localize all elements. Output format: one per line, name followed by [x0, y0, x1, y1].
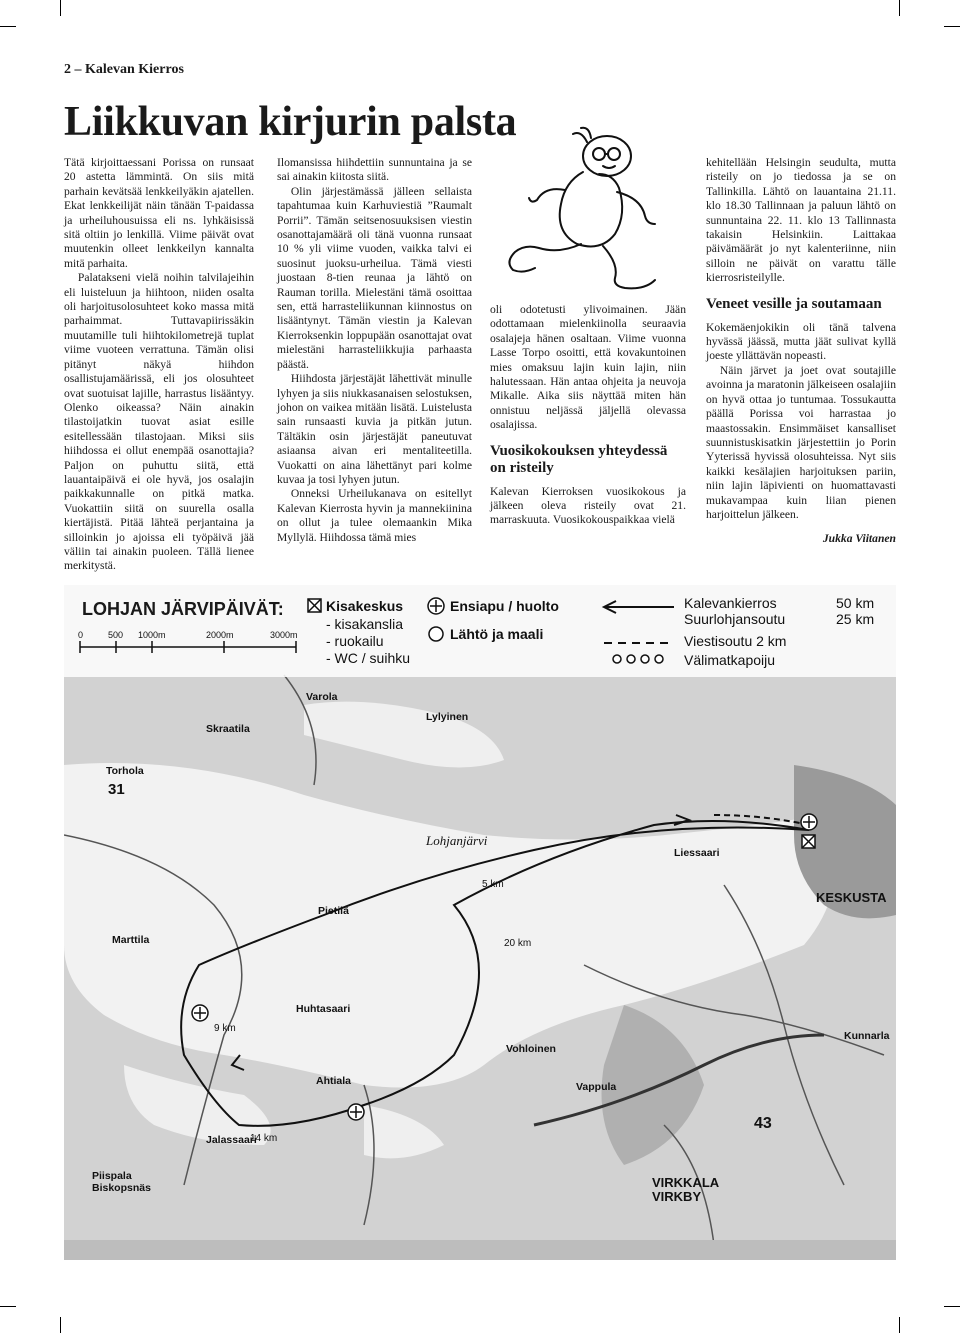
crop-mark: [944, 26, 960, 27]
place-keskusta: KESKUSTA: [816, 890, 887, 905]
article-column-4: [706, 156, 896, 547]
route-number-43: 43: [754, 1115, 772, 1132]
paragraph: Tätä kirjoittaessani Porissa on runsaat 20 astetta lämmintä. On siis mitä parhain kevätsää lenkkeilyäkin ajatellen. Ekat lenkkeilijät näin tänään T-paidassa ja urheiluhousuissa eli ns. lyhkäisissä sitä oltiin jo lenkillä. Viime päivät ovat muutenkin olleet lenkkeilyn kannalta mitä parhaita.: [64, 156, 254, 270]
place-marttila: Marttila: [112, 934, 150, 946]
crop-mark: [899, 0, 900, 16]
legend-ruokailu: - ruokailu: [326, 633, 384, 649]
distance-marker: 14 km: [250, 1133, 278, 1144]
place-virkkala: VIRKKALA: [652, 1175, 720, 1190]
paragraph: Palatakseni vielä noihin talvilajeihin eli luisteluun ja hiihtoon, niiden osalta oli harjoitusolosuhteet koko massa mitä parhaimmat. Tuttavapiirissäkin muutamille tuli hiihtokilometrejä tuplat viime vuoteen verrattuna. Tämän olisi pitänyt näkyä hiihdon osallistujamäärissä, eli jos olosuhteet ovat suotuisat lajille, harrastus lisääntyy. Olenko oikeassa? Näin ainakin tilastoijatkin tuovat asiat esille esitellessään tilastojaan. Miksi siis hiihdossa ei ollut enempää osanottajia? Paljon on puhuttu siitä, että lauantaipäivä ei ole hyvä, jos osalajin paikkakunnalle on pitkä matka. Vuokattiin siitä on suurella osalla kiertäjistä. Pitää lähteä perjantaina ja silloinkin jo ajoissa eli työpäivä jää väliin tai ainakin puoleen. Tällä lienee merkitystä.: [64, 271, 254, 573]
route-number-31: 31: [108, 781, 125, 798]
lake-lohjanjarvi: Lohjanjärvi: [426, 833, 488, 848]
legend-lahto: Lähtö ja maali: [450, 626, 544, 642]
crop-mark: [0, 26, 16, 27]
paragraph: Ilomansissa hiihdettiin sunnuntaina ja se sai ainakin kiitosta siitä.: [277, 156, 472, 184]
legend-route-kalevankierros: Kalevankierros: [684, 595, 777, 611]
section-heading: Veneet vesille ja soutamaan: [706, 295, 882, 312]
distance-marker: 5 km: [482, 879, 504, 890]
route-map: [64, 585, 896, 1245]
paragraph: Onneksi Urheilukanava on esitellyt Kalevan Kierrosta hyvin ja mannekiinina on ollut ja tulee olemaankin Mika Myllylä. Hiihdossa tämä mies: [277, 487, 472, 544]
scale-label: 2000m: [206, 630, 234, 640]
legend-kisakeskus: Kisakeskus: [326, 598, 404, 614]
author-signature: Jukka Viitanen: [822, 532, 896, 546]
legend-route-suurlohjansoutu-km: 25 km: [836, 611, 875, 627]
scale-label: 0: [78, 630, 84, 640]
article-column-3: [490, 303, 686, 528]
crop-mark: [0, 1306, 16, 1307]
page-title: Liikkuvan kirjurin palsta: [64, 99, 517, 145]
place-virkby: VIRKBY: [652, 1189, 702, 1204]
map-graphic: [64, 585, 896, 1245]
place-huhtasaari: Huhtasaari: [296, 1003, 351, 1015]
running-head: 2 – Kalevan Kierros: [64, 62, 184, 77]
paragraph: oli odotetusti ylivoimainen. Jään odottamaan mielenkiinolla seuraavia osalajeja hänen osaltaan. Viime vuonna Lasse Torpo osoitti, että kovakuntoinen mies omaksuu lajin kuin lajin, niin halutessaan. Hän antaa ohjeita ja neuvoja Mikalle. Aika siis näyttää miten hän onnistuu neljässä jäljellä olevassa osalajissa.: [490, 303, 686, 432]
map-title: LOHJAN JÄRVIPÄIVÄT:: [82, 599, 284, 619]
scale-label: 3000m: [270, 630, 298, 640]
legend-ensiapu: Ensiapu / huolto: [450, 598, 559, 614]
crop-mark: [60, 1317, 61, 1333]
place-torhola: Torhola: [106, 765, 144, 777]
place-lylyinen: Lylyinen: [426, 711, 469, 723]
legend-kisakanslia: - kisakanslia: [326, 616, 404, 632]
place-vohloinen: Vohloinen: [506, 1043, 556, 1055]
section-heading: Vuosikokouksen yhteydessä on risteily: [490, 442, 668, 476]
legend-route-kalevankierros-km: 50 km: [836, 595, 875, 611]
crop-mark: [944, 1306, 960, 1307]
place-vappula: Vappula: [576, 1081, 617, 1093]
legend-valimatkapoiju: Välimatkapoiju: [684, 652, 776, 668]
bottom-bar: [64, 1240, 896, 1260]
crop-mark: [60, 0, 61, 16]
legend-route-suurlohjansoutu: Suurlohjansoutu: [684, 611, 786, 627]
place-varola: Varola: [306, 691, 338, 703]
scale-label: 1000m: [138, 630, 166, 640]
place-liessaari: Liessaari: [674, 847, 720, 859]
article-column-2: [277, 156, 472, 545]
place-biskopsnas: Biskopsnäs: [92, 1182, 151, 1194]
scale-label: 500: [108, 630, 124, 640]
paragraph: Hiihdosta järjestäjät lähettivät minulle lyhyen ja siis niukkasanaisen selostuksen, johon on vaikea mitään lisätä. Luistelusta sain runsaasti kuvia ja pitkän jutun. Tältäkin osin järjestäjät paneutuvat asiaansa aivan eri mentaliteetilla. Vuokatti on aina lähettänyt pari kolme kuvaa ja tosi lyhyen jutun.: [277, 372, 472, 486]
crop-mark: [899, 1317, 900, 1333]
running-man-illustration: [495, 124, 685, 294]
paragraph: Kokemäenjokikin oli tänä talvena hyvässä jäässä, mutta jäät sulivat kyllä joeste yllättävän nopeasti.: [706, 320, 896, 363]
place-pietila: Pietilä: [318, 905, 349, 917]
place-ahtiala: Ahtiala: [316, 1075, 352, 1087]
place-kunnarla: Kunnarla: [844, 1030, 890, 1042]
distance-marker: 9 km: [214, 1023, 236, 1034]
paragraph: Kalevan Kierroksen vuosikokous ja jälkeen oleva risteily ovat 21. marraskuuta. Vuosikokouspaikkaa vielä: [490, 484, 686, 527]
distance-marker: 20 km: [504, 938, 532, 949]
place-jalassaari: Jalassaari: [206, 1134, 257, 1146]
paragraph: kehitellään Helsingin seudulta, mutta risteily on jo tiedossa ja se on Tallinkilla. Lähtö on lauantaina 21.11. klo 18.30 Tallinnaan ja paluun lähtö on sunnuntaina 22. 11. klo 13 Tallinnasta takaisin Helsinkiin. Laittakaa päivämäärät jo nyt kalenteriinne, niin silloin ne päivät on varattu tälle kierrosristeilylle.: [706, 156, 896, 285]
place-piispala: Piispala: [92, 1170, 132, 1182]
legend-wc: - WC / suihku: [326, 650, 411, 666]
paragraph: Olin järjestämässä jälleen sellaista tapahtumaa kuin Karhuviestiä ”Raumalt Porrii”. Tämän seitsenosuuksisen viestin osanottajamäärä oli tänä vuonna runsaat 10 % yli viime vuoden, vaikka talvi ei suosinut juoksu-urheilua. Tämä viesti juostaan 8-tien reunaa ja lähtö on Rauman torilla. Mielestäni tämä osoittaa sen, että harrasteliikunnan kiinnostus on lisääntynyt. Tämän viestin ja Kalevan Kierroksenkin loppupään osanottajat ovat mielestäni harrasteliikkujia parhaasta päästä.: [277, 184, 472, 371]
paragraph: Näin järvet ja joet ovat soutajille avoinna ja maratonin jälkeiseen osalajiin on hyvä ottaa jo tuntumaa. Tossukautta päällä Porissa voi harrastaa jo maastossakin. Ensimmäiset kansalliset suunnistuskisatkin järjestettiin jo Porin Yyterissä hyvissä olosuhteissa. Nyt siis kaikki kesälajien harjoituksen pariin, niin lajin läpivienti on huomattavasti mukavampaa kuin liian pienen harjoittelun jälkeen.: [706, 363, 896, 521]
article-column-1: [64, 156, 254, 574]
legend-route-viestisoutu: Viestisoutu 2 km: [684, 633, 787, 649]
place-skraatila: Skraatila: [206, 723, 250, 735]
